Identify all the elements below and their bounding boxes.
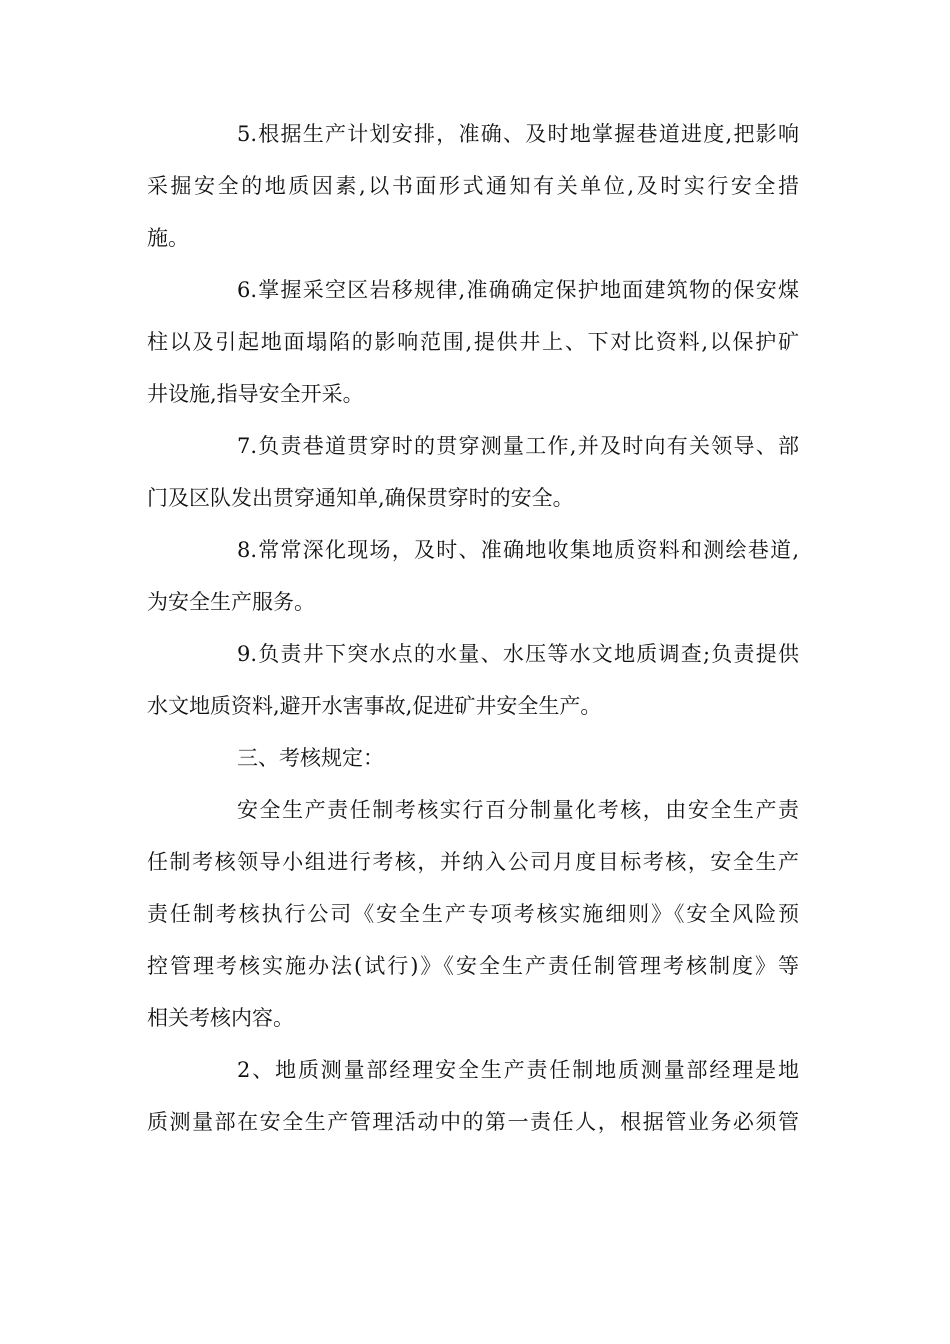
paragraph-7-line-2: 门及区队发出贯穿通知单,确保贯穿时的安全。	[147, 486, 574, 510]
paragraph-9-line-1: 9.负责井下突水点的水量、水压等水文地质调查;负责提供	[237, 642, 799, 666]
assessment-paragraph-line-4: 控管理考核实施办法(试行)》《安全生产责任制管理考核制度》等	[147, 954, 799, 978]
paragraph-6-line-1: 6.掌握采空区岩移规律,准确确定保护地面建筑物的保安煤	[237, 278, 799, 302]
paragraph-8-line-2: 为安全生产服务。	[147, 590, 315, 614]
paragraph-6-line-2: 柱以及引起地面塌陷的影响范围,提供井上、下对比资料,以保护矿	[147, 330, 799, 354]
paragraph-5-line-1: 5.根据生产计划安排，准确、及时地掌握巷道进度,把影响	[237, 122, 799, 146]
assessment-paragraph-line-2: 任制考核领导小组进行考核，并纳入公司月度目标考核，安全生产	[147, 850, 799, 874]
paragraph-6-line-3: 井设施,指导安全开采。	[147, 382, 364, 406]
paragraph-5-line-2: 采掘安全的地质因素,以书面形式通知有关单位,及时实行安全措	[147, 174, 799, 198]
manager-paragraph-line-2: 质测量部在安全生产管理活动中的第一责任人，根据管业务必须管	[147, 1110, 799, 1134]
assessment-paragraph-line-5: 相关考核内容。	[147, 1006, 294, 1030]
paragraph-9-line-2: 水文地质资料,避开水害事故,促进矿井安全生产。	[147, 694, 602, 718]
paragraph-5-line-3: 施。	[147, 226, 189, 250]
manager-paragraph-line-1: 2、地质测量部经理安全生产责任制地质测量部经理是地	[237, 1058, 799, 1082]
paragraph-7-line-1: 7.负责巷道贯穿时的贯穿测量工作,并及时向有关领导、部	[237, 434, 799, 458]
assessment-paragraph-line-1: 安全生产责任制考核实行百分制量化考核，由安全生产责	[237, 798, 799, 822]
paragraph-8-line-1: 8.常常深化现场，及时、准确地收集地质资料和测绘巷道,	[237, 538, 799, 562]
document-body	[147, 108, 799, 1148]
section-heading-assessment: 三、考核规定：	[237, 746, 384, 770]
assessment-paragraph-line-3: 责任制考核执行公司《安全生产专项考核实施细则》《安全风险预	[147, 902, 799, 926]
